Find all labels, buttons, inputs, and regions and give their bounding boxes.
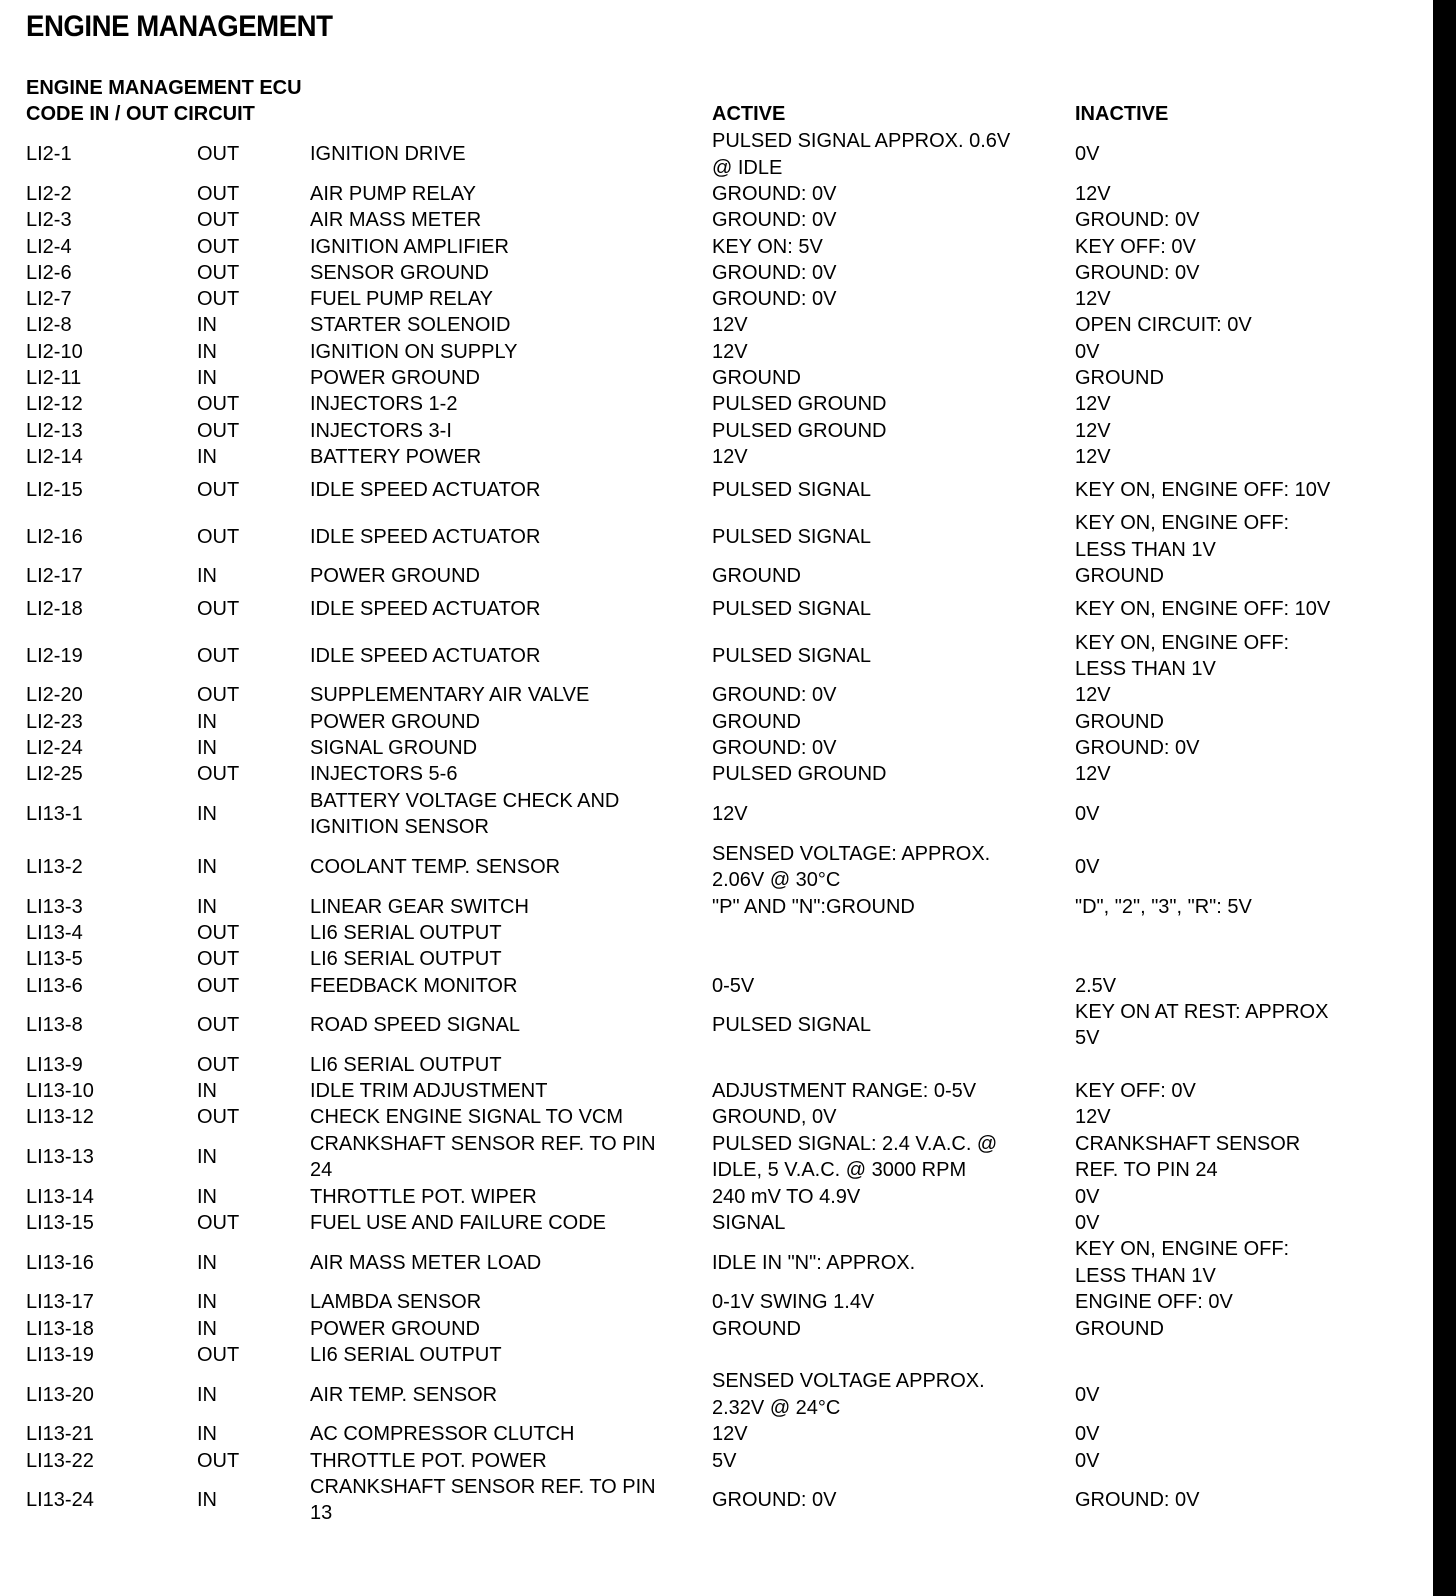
table-row <box>26 1210 1426 1236</box>
table-row <box>26 1052 1426 1078</box>
pin-code: LI2-4 <box>26 235 72 258</box>
active-value: GROUND <box>712 565 801 588</box>
circuit-name: CRANKSHAFT SENSOR REF. TO PIN 24 <box>310 1132 656 1182</box>
circuit-name: AIR PUMP RELAY <box>310 182 476 205</box>
active-value: GROUND <box>712 710 801 733</box>
pin-code: LI13-9 <box>26 1053 83 1076</box>
io-direction: OUT <box>197 288 240 311</box>
pin-code: LI13-15 <box>26 1212 94 1235</box>
inactive-value: KEY ON, ENGINE OFF: LESS THAN 1V <box>1075 631 1290 681</box>
active-value: PULSED SIGNAL APPROX. 0.6V @ IDLE <box>712 130 1011 179</box>
circuit-name: FUEL PUMP RELAY <box>310 288 494 311</box>
io-direction: OUT <box>197 1014 240 1037</box>
inactive-value: 12V <box>1075 445 1111 468</box>
active-value: SENSED VOLTAGE APPROX. 2.32V @ 24°C <box>712 1370 985 1419</box>
table-row <box>26 1236 1426 1289</box>
active-value: 0-1V SWING 1.4V <box>712 1291 875 1314</box>
table-row <box>26 510 1426 563</box>
inactive-value: KEY ON AT REST: APPROX 5V <box>1075 1000 1329 1050</box>
inactive-value: 0V <box>1075 803 1100 825</box>
circuit-name: THROTTLE POT. POWER <box>310 1449 547 1472</box>
io-direction: OUT <box>197 525 240 548</box>
io-direction: OUT <box>197 1343 240 1366</box>
io-direction: IN <box>197 710 217 733</box>
inactive-value: KEY ON, ENGINE OFF: 10V <box>1075 479 1331 502</box>
inactive-value: GROUND <box>1075 565 1164 588</box>
pin-code: LI13-16 <box>26 1251 94 1274</box>
inactive-value: OPEN CIRCUIT: 0V <box>1075 314 1252 337</box>
inactive-value: 12V <box>1075 419 1111 442</box>
circuit-name: THROTTLE POT. WIPER <box>310 1185 537 1208</box>
active-value: GROUND: 0V <box>712 737 837 760</box>
circuit-name: INJECTORS 1-2 <box>310 393 458 416</box>
pin-code: LI2-25 <box>26 763 83 786</box>
circuit-name: BATTERY VOLTAGE CHECK AND IGNITION SENSOR <box>310 789 620 839</box>
pin-code: LI2-13 <box>26 419 83 442</box>
circuit-name: CHECK ENGINE SIGNAL TO VCM <box>310 1106 624 1129</box>
circuit-name: IDLE TRIM ADJUSTMENT <box>310 1080 548 1103</box>
pin-code: LI13-14 <box>26 1185 94 1208</box>
active-value: PULSED GROUND <box>712 419 887 442</box>
circuit-name: FUEL USE AND FAILURE CODE <box>310 1212 606 1235</box>
inactive-value: GROUND: 0V <box>1075 209 1200 232</box>
inactive-value: GROUND <box>1075 1317 1164 1340</box>
active-value: GROUND: 0V <box>712 261 837 284</box>
circuit-name: AIR TEMP. SENSOR <box>310 1383 498 1406</box>
circuit-name: IDLE SPEED ACTUATOR <box>310 644 541 667</box>
table-row <box>26 999 1426 1052</box>
table-row <box>26 391 1426 417</box>
pin-code: LI2-15 <box>26 479 83 502</box>
inactive-value: ENGINE OFF: 0V <box>1075 1291 1233 1314</box>
inactive-value: GROUND: 0V <box>1075 737 1200 760</box>
io-direction: IN <box>197 1080 217 1103</box>
inactive-value: 12V <box>1075 763 1111 786</box>
io-direction: OUT <box>197 1106 240 1129</box>
io-direction: OUT <box>197 393 240 416</box>
section-heading: ENGINE MANAGEMENT ECU <box>26 77 302 99</box>
circuit-name: LINEAR GEAR SWITCH <box>310 895 529 918</box>
circuit-name: BATTERY POWER <box>310 445 482 468</box>
pin-code: LI13-17 <box>26 1291 94 1314</box>
page-title: ENGINE MANAGEMENT <box>26 10 333 43</box>
inactive-value: KEY ON, ENGINE OFF: LESS THAN 1V <box>1075 1238 1290 1287</box>
pin-code: LI2-24 <box>26 737 83 760</box>
inactive-value: 12V <box>1075 1106 1111 1129</box>
pin-code: LI13-20 <box>26 1383 94 1406</box>
pin-code: LI13-19 <box>26 1343 94 1366</box>
table-row <box>26 234 1426 260</box>
table-row <box>26 788 1426 841</box>
active-value: GROUND: 0V <box>712 182 837 205</box>
inactive-value: GROUND <box>1075 366 1164 389</box>
table-row <box>26 1184 1426 1210</box>
inactive-value: 12V <box>1075 288 1111 311</box>
io-direction: IN <box>197 366 217 389</box>
io-direction: OUT <box>197 684 240 707</box>
table-row <box>26 1316 1426 1342</box>
table-row <box>26 1105 1426 1131</box>
io-direction: OUT <box>197 1053 240 1076</box>
io-direction: OUT <box>197 1449 240 1472</box>
pin-code: LI2-1 <box>26 143 72 166</box>
table-row <box>26 444 1426 470</box>
circuit-name: POWER GROUND <box>310 1317 480 1340</box>
circuit-name: IDLE SPEED ACTUATOR <box>310 479 541 502</box>
io-direction: IN <box>197 1383 217 1406</box>
pin-code: LI2-6 <box>26 261 72 284</box>
io-direction: OUT <box>197 419 240 442</box>
inactive-value: GROUND <box>1075 710 1164 733</box>
circuit-name: IGNITION ON SUPPLY <box>310 340 518 363</box>
circuit-name: SUPPLEMENTARY AIR VALVE <box>310 684 590 707</box>
inactive-value: 0V <box>1075 1423 1100 1446</box>
table-row <box>26 207 1426 233</box>
column-header-code-io-circuit: CODE IN / OUT CIRCUIT <box>26 103 255 125</box>
circuit-name: SIGNAL GROUND <box>310 737 478 760</box>
inactive-value: "D", "2", "3", "R": 5V <box>1075 895 1252 918</box>
table-row <box>26 470 1426 510</box>
table-row <box>26 1289 1426 1315</box>
pin-code: LI13-24 <box>26 1489 94 1512</box>
io-direction: OUT <box>197 1212 240 1235</box>
io-direction: OUT <box>197 598 240 621</box>
active-value: GROUND: 0V <box>712 288 837 311</box>
active-value: 12V <box>712 314 748 337</box>
table-row <box>26 1474 1426 1527</box>
pin-code: LI2-7 <box>26 288 72 311</box>
table-row <box>26 1131 1426 1184</box>
active-value: 12V <box>712 1423 748 1446</box>
io-direction: IN <box>197 445 217 468</box>
active-value: GROUND <box>712 1317 801 1340</box>
active-value: 240 mV TO 4.9V <box>712 1185 861 1208</box>
pin-code: LI2-10 <box>26 340 83 363</box>
circuit-name: STARTER SOLENOID <box>310 314 511 337</box>
active-value: PULSED SIGNAL <box>712 479 871 502</box>
table-row <box>26 418 1426 444</box>
inactive-value: 12V <box>1075 182 1111 205</box>
pin-code: LI13-21 <box>26 1423 94 1446</box>
circuit-name: IDLE SPEED ACTUATOR <box>310 525 541 548</box>
pin-code: LI2-2 <box>26 182 72 205</box>
inactive-value: GROUND: 0V <box>1075 1489 1200 1512</box>
active-value: PULSED SIGNAL <box>712 644 871 667</box>
pin-code: LI13-2 <box>26 856 83 878</box>
table-row <box>26 181 1426 207</box>
circuit-name: IGNITION DRIVE <box>310 143 466 166</box>
io-direction: IN <box>197 803 217 825</box>
inactive-value: KEY OFF: 0V <box>1075 235 1196 258</box>
pin-code: LI13-1 <box>26 803 83 825</box>
table-row <box>26 683 1426 709</box>
io-direction: OUT <box>197 235 240 258</box>
inactive-value: 12V <box>1075 684 1111 707</box>
pin-code: LI13-13 <box>26 1146 94 1169</box>
table-row <box>26 312 1426 338</box>
inactive-value: 0V <box>1075 1212 1100 1235</box>
circuit-name: IDLE SPEED ACTUATOR <box>310 598 541 621</box>
table-row <box>26 339 1426 365</box>
table-row <box>26 563 1426 589</box>
active-value: 12V <box>712 803 748 825</box>
table-row <box>26 1448 1426 1474</box>
pin-code: LI13-10 <box>26 1080 94 1103</box>
inactive-value: 0V <box>1075 340 1100 363</box>
active-value: PULSED GROUND <box>712 763 887 786</box>
active-value: GROUND: 0V <box>712 1489 837 1512</box>
pin-code: LI13-22 <box>26 1449 94 1472</box>
io-direction: OUT <box>197 182 240 205</box>
table-row <box>26 286 1426 312</box>
inactive-value: 0V <box>1075 856 1100 878</box>
circuit-name: POWER GROUND <box>310 710 480 733</box>
active-value: PULSED SIGNAL <box>712 1014 871 1037</box>
io-direction: OUT <box>197 209 240 232</box>
io-direction: IN <box>197 895 217 918</box>
io-direction: OUT <box>197 143 240 166</box>
pin-code: LI13-18 <box>26 1317 94 1340</box>
table-row <box>26 1421 1426 1447</box>
circuit-name: AIR MASS METER LOAD <box>310 1251 542 1274</box>
pin-code: LI2-14 <box>26 445 83 468</box>
inactive-value: 0V <box>1075 1449 1100 1472</box>
active-value: PULSED SIGNAL: 2.4 V.A.C. @ IDLE, 5 V.A.C. @ 3000 RPM <box>712 1132 998 1182</box>
io-direction: OUT <box>197 948 240 971</box>
io-direction: IN <box>197 314 217 337</box>
table-row <box>26 761 1426 787</box>
circuit-name: AIR MASS METER <box>310 209 482 232</box>
io-direction: IN <box>197 856 217 878</box>
circuit-name: CRANKSHAFT SENSOR REF. TO PIN 13 <box>310 1475 656 1525</box>
circuit-name: POWER GROUND <box>310 366 480 389</box>
io-direction: OUT <box>197 479 240 502</box>
io-direction: OUT <box>197 644 240 667</box>
active-value: "P" AND "N":GROUND <box>712 895 915 918</box>
table-row <box>26 973 1426 999</box>
circuit-name: INJECTORS 3-I <box>310 419 452 442</box>
io-direction: IN <box>197 565 217 588</box>
pin-code: LI2-12 <box>26 393 83 416</box>
table-row <box>26 1078 1426 1104</box>
pin-code: LI13-6 <box>26 974 83 997</box>
pin-code: LI2-17 <box>26 565 83 588</box>
active-value: 12V <box>712 445 748 468</box>
io-direction: OUT <box>197 261 240 284</box>
pin-code: LI13-3 <box>26 895 83 918</box>
table-row <box>26 590 1426 630</box>
circuit-name: COOLANT TEMP. SENSOR <box>310 856 561 878</box>
inactive-value: 12V <box>1075 393 1111 416</box>
inactive-value: 0V <box>1075 1383 1100 1406</box>
circuit-name: IGNITION AMPLIFIER <box>310 235 509 258</box>
inactive-value: KEY ON, ENGINE OFF: LESS THAN 1V <box>1075 512 1290 561</box>
pin-code: LI2-8 <box>26 314 72 337</box>
inactive-value: CRANKSHAFT SENSOR REF. TO PIN 24 <box>1075 1132 1301 1182</box>
inactive-value: KEY OFF: 0V <box>1075 1080 1196 1103</box>
active-value: PULSED GROUND <box>712 393 887 416</box>
column-header-inactive: INACTIVE <box>1075 103 1169 125</box>
table-row <box>26 894 1426 920</box>
pin-code: LI2-20 <box>26 684 83 707</box>
pin-code: LI13-5 <box>26 948 83 971</box>
circuit-name: LI6 SERIAL OUTPUT <box>310 1053 502 1076</box>
active-value: 5V <box>712 1449 737 1472</box>
circuit-name: POWER GROUND <box>310 565 480 588</box>
pin-code: LI13-8 <box>26 1014 83 1037</box>
circuit-name: AC COMPRESSOR CLUTCH <box>310 1423 575 1446</box>
table-row <box>26 1368 1426 1421</box>
circuit-name: LI6 SERIAL OUTPUT <box>310 1343 502 1366</box>
active-value: GROUND, 0V <box>712 1106 837 1129</box>
active-value: PULSED SIGNAL <box>712 525 871 548</box>
page-edge-bar <box>1433 0 1456 1596</box>
io-direction: IN <box>197 1146 217 1169</box>
inactive-value: KEY ON, ENGINE OFF: 10V <box>1075 598 1331 621</box>
table-row <box>26 260 1426 286</box>
table-row <box>26 920 1426 946</box>
active-value: GROUND: 0V <box>712 684 837 707</box>
table-row <box>26 709 1426 735</box>
table-row <box>26 735 1426 761</box>
active-value: KEY ON: 5V <box>712 235 823 258</box>
pin-code: LI2-16 <box>26 525 83 548</box>
pin-code: LI2-18 <box>26 598 83 621</box>
io-direction: IN <box>197 1185 217 1208</box>
active-value: ADJUSTMENT RANGE: 0-5V <box>712 1080 977 1103</box>
active-value: 12V <box>712 340 748 363</box>
table-row <box>26 365 1426 391</box>
io-direction: IN <box>197 1317 217 1340</box>
io-direction: OUT <box>197 974 240 997</box>
table-row <box>26 1342 1426 1368</box>
pin-code: LI2-3 <box>26 209 72 232</box>
io-direction: OUT <box>197 763 240 786</box>
active-value: GROUND: 0V <box>712 209 837 232</box>
ecu-pin-table <box>26 128 1426 1527</box>
circuit-name: ROAD SPEED SIGNAL <box>310 1014 521 1037</box>
io-direction: IN <box>197 1423 217 1446</box>
inactive-value: 2.5V <box>1075 974 1117 997</box>
pin-code: LI13-4 <box>26 921 83 944</box>
active-value: 0-5V <box>712 974 755 997</box>
active-value: GROUND <box>712 366 801 389</box>
circuit-name: LI6 SERIAL OUTPUT <box>310 921 502 944</box>
circuit-name: LAMBDA SENSOR <box>310 1291 482 1314</box>
io-direction: IN <box>197 1291 217 1314</box>
io-direction: IN <box>197 340 217 363</box>
table-row <box>26 630 1426 683</box>
io-direction: OUT <box>197 921 240 944</box>
io-direction: IN <box>197 1251 217 1274</box>
pin-code: LI2-23 <box>26 710 83 733</box>
inactive-value: 0V <box>1075 143 1100 166</box>
pin-code: LI2-11 <box>26 366 82 389</box>
io-direction: IN <box>197 737 217 760</box>
circuit-name: FEEDBACK MONITOR <box>310 974 518 997</box>
active-value: IDLE IN "N": APPROX. <box>712 1251 916 1274</box>
active-value: SENSED VOLTAGE: APPROX. 2.06V @ 30°C <box>712 842 991 892</box>
io-direction: IN <box>197 1489 217 1512</box>
circuit-name: LI6 SERIAL OUTPUT <box>310 948 502 971</box>
pin-code: LI13-12 <box>26 1106 94 1129</box>
table-row <box>26 946 1426 972</box>
inactive-value: 0V <box>1075 1185 1100 1208</box>
table-row <box>26 128 1426 181</box>
column-header-active: ACTIVE <box>712 103 786 125</box>
active-value: SIGNAL <box>712 1212 786 1235</box>
circuit-name: INJECTORS 5-6 <box>310 763 458 786</box>
circuit-name: SENSOR GROUND <box>310 261 489 284</box>
table-row <box>26 841 1426 894</box>
active-value: PULSED SIGNAL <box>712 598 871 621</box>
pin-code: LI2-19 <box>26 644 83 667</box>
inactive-value: GROUND: 0V <box>1075 261 1200 284</box>
